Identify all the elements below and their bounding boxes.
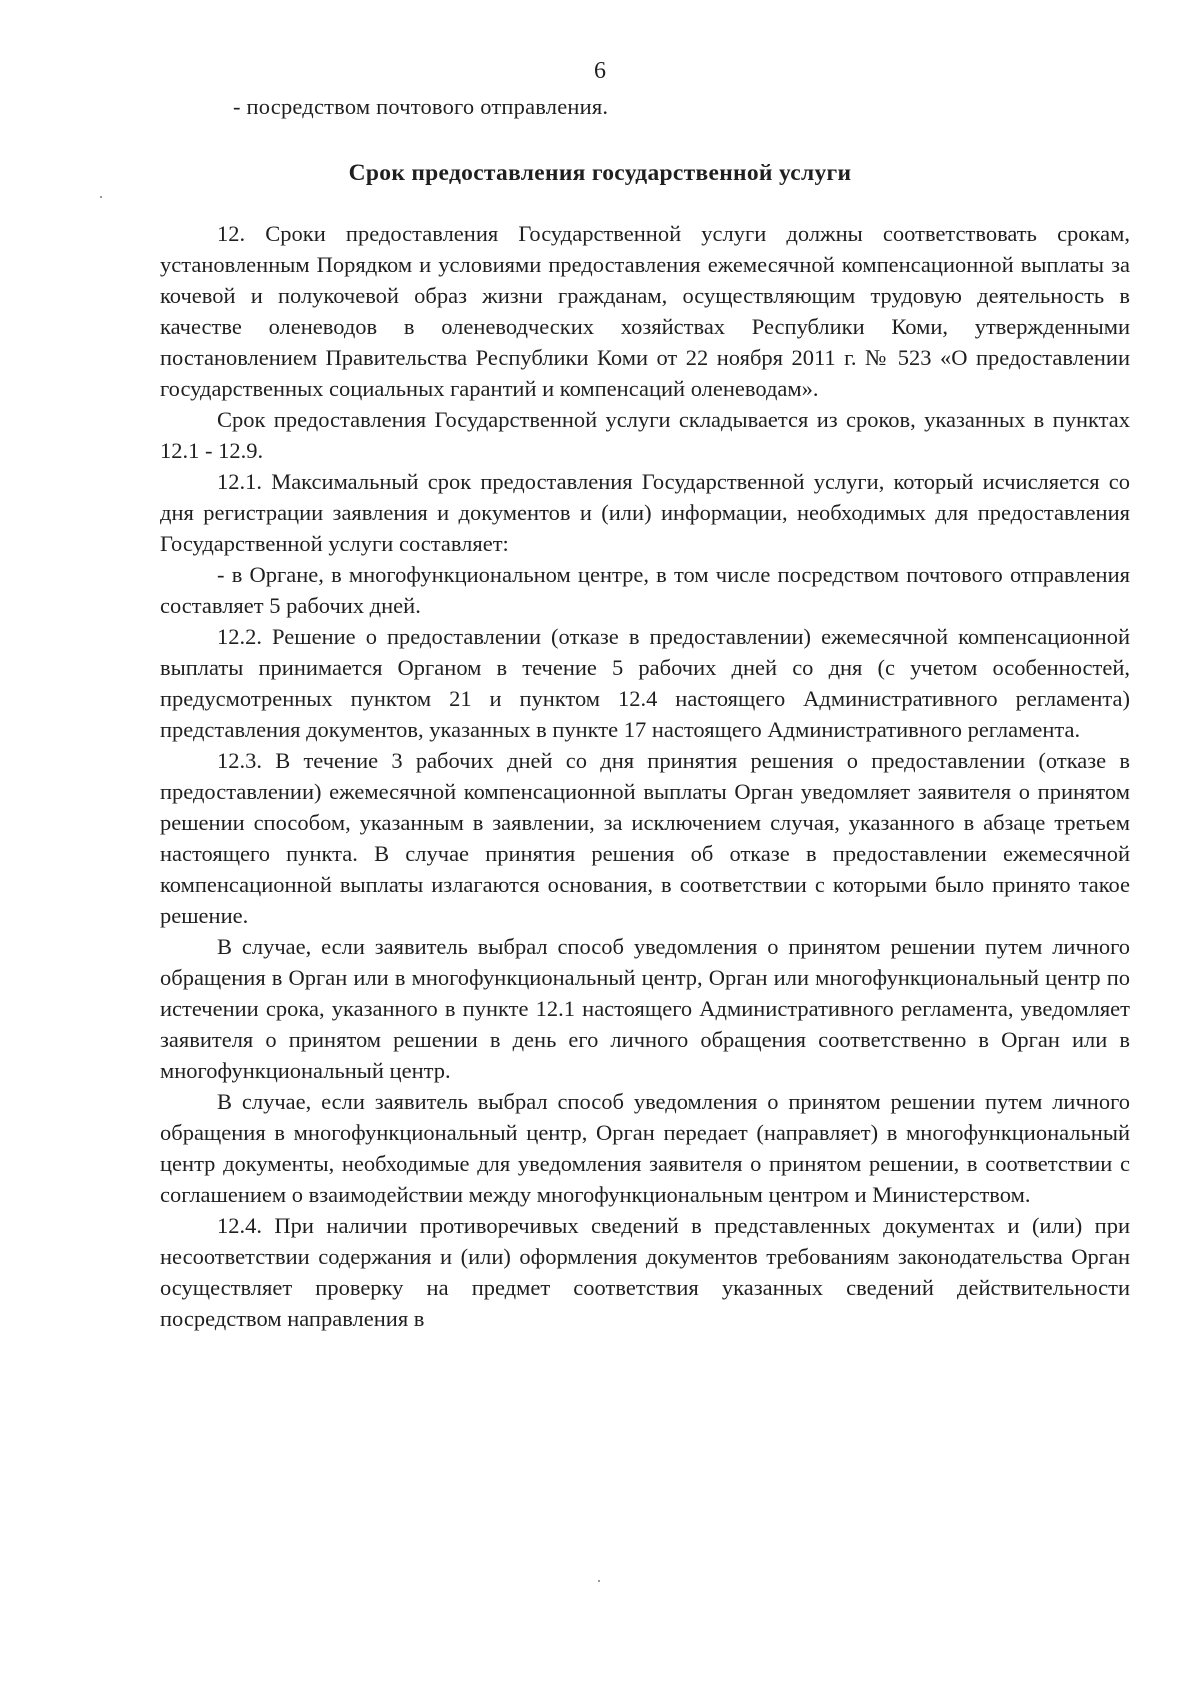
continued-list-item: - посредством почтового отправления. bbox=[233, 94, 609, 119]
paragraph-12-3-mfc: В случае, если заявитель выбрал способ уведомления о принятом решении путем личного обращения в многофункциональный центр, Орган передает (направляет) в многофункциональный центр документы, необходимые для уведомления заявителя о принятом решении, в соответствии с соглашением о взаимодействии между многофункциональным центром и Министерством. bbox=[160, 1089, 1130, 1207]
paragraph-12: 12. Сроки предоставления Государственной услуги должны соответствовать срокам, установленным Порядком и условиями предоставления ежемесячной компенсационной выплаты за кочевой и полукочевой образ жизни гражданам, осуществляющим трудовую деятельность в качестве оленеводов в оленеводческих хозяйствах Республики Коми, утвержденными постановлением Правительства Республики Коми от 22 ноября 2011 г. № 523 «О предоставлении государственных социальных гарантий и компенсаций оленеводам». bbox=[160, 221, 1130, 401]
paragraph-12-3-personal-visit: В случае, если заявитель выбрал способ уведомления о принятом решении путем личного обращения в Орган или в многофункциональный центр, Орган или многофункциональный центр по истечении срока, указанного в пункте 12.1 настоящего Административного регламента, уведомляет заявителя о принятом решении в день его личного обращения соответственно в Орган или в многофункциональный центр. bbox=[160, 934, 1130, 1083]
paragraph-12-1: 12.1. Максимальный срок предоставления Государственной услуги, который исчисляется со дня регистрации заявления и документов и (или) информации, необходимых для предоставления Государственной услуги составляет: bbox=[160, 469, 1130, 556]
page-number: 6 bbox=[594, 58, 606, 84]
paragraph-12-4: 12.4. При наличии противоречивых сведений в представленных документах и (или) при несоответствии содержания и (или) оформления документов требованиям законодательства Орган осуществляет проверку на предмет соответствия указанных сведений действительности посредством направления в bbox=[160, 1213, 1130, 1331]
section-heading: Срок предоставления государственной услуги bbox=[348, 160, 852, 186]
paragraph-12-1-item: - в Органе, в многофункциональном центре, в том числе посредством почтового отправления составляет 5 рабочих дней. bbox=[160, 562, 1130, 618]
document-body bbox=[160, 218, 1130, 1334]
scan-artifact-dot bbox=[598, 1580, 600, 1582]
paragraph-term-composition: Срок предоставления Государственной услуги складывается из сроков, указанных в пунктах 12.1 - 12.9. bbox=[160, 407, 1130, 463]
scan-artifact-dot bbox=[100, 196, 102, 198]
paragraph-12-3: 12.3. В течение 3 рабочих дней со дня принятия решения о предоставлении (отказе в предоставлении) ежемесячной компенсационной выплаты Орган уведомляет заявителя о принятом решении способом, указанным в заявлении, за исключением случая, указанного в абзаце третьем настоящего пункта. В случае принятия решения об отказе в предоставлении ежемесячной компенсационной выплаты излагаются основания, в соответствии с которыми было принято такое решение. bbox=[160, 748, 1130, 928]
paragraph-12-2: 12.2. Решение о предоставлении (отказе в предоставлении) ежемесячной компенсационной выплаты принимается Органом в течение 5 рабочих дней со дня (с учетом особенностей, предусмотренных пунктом 21 и пунктом 12.4 настоящего Административного регламента) представления документов, указанных в пункте 17 настоящего Административного регламента. bbox=[160, 624, 1130, 742]
